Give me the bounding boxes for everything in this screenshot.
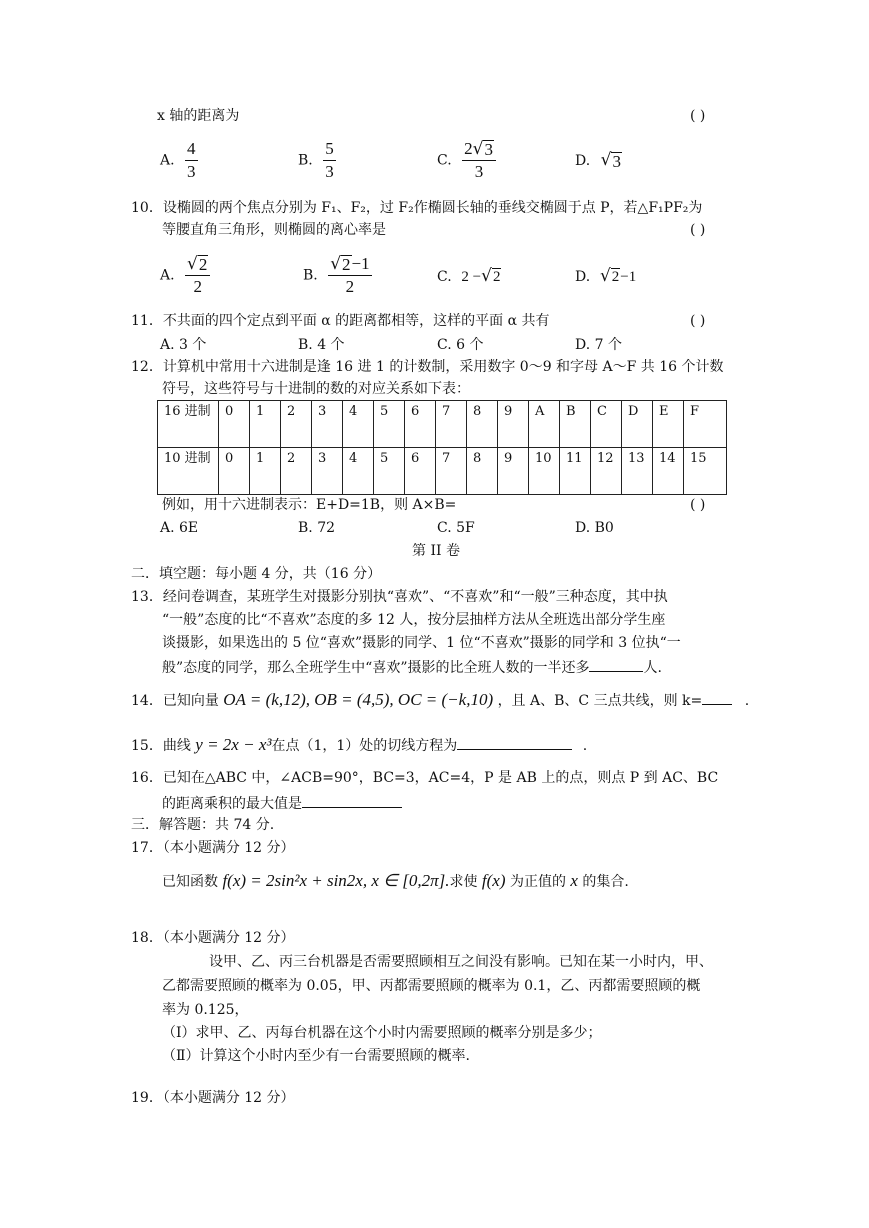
q9-option-c <box>437 140 496 181</box>
q12-option-d: D. B0 <box>575 520 614 536</box>
q10-answer-paren: ( ) <box>690 222 706 238</box>
q10-option-d: D. √ 2 −1 <box>575 266 637 286</box>
q9-option-a <box>160 140 198 181</box>
q13-line4: 般”态度的同学，那么全班学生中“喜欢”摄影的比全班人数的一半还多 人. <box>162 656 662 678</box>
sqrt: √ 3 <box>472 139 493 159</box>
section-title: 第 II 卷 <box>412 543 460 559</box>
q11-option-b: B. 4 个 <box>298 337 345 353</box>
q18-line2: 乙都需要照顾的概率为 0.05，甲、丙都需要照顾的概率为 0.1，乙、丙都需要照顾的概 <box>162 978 701 994</box>
q12-line1: 12．计算机中常用十六进制是逢 16 进 1 的计数制，采用数字 0～9 和字母 A～F 共 16 个计数 <box>131 359 724 375</box>
q13-line1: 13．经问卷调查，某班学生对摄影分别执“喜欢”、“不喜欢”和“一般”三种态度，其中执 <box>131 589 668 605</box>
q11-option-d: D. 7 个 <box>575 337 622 353</box>
q15-line: 15．曲线 y = 2x − x³在点（1，1）处的切线方程为 . <box>131 735 588 754</box>
q18-line1: 设甲、乙、丙三台机器是否需要照顾相互之间没有影响。已知在某一小时内，甲、 <box>209 954 713 970</box>
q12-option-a: A. 6E <box>160 520 199 536</box>
q12-option-c: C. 5F <box>437 520 475 536</box>
table-row: 10 进制 0 1 2 3 4 5 6 7 8 9 10 11 12 13 14 15 <box>158 448 727 495</box>
option-label: D. <box>575 153 591 169</box>
function-expression: f(x) = 2sin²x + sin2x, x ∈ [0,2π]. <box>222 871 450 890</box>
q12-option-b: B. 72 <box>298 520 336 536</box>
q10-line2: 等腰直角三角形，则椭圆的离心率是 <box>162 222 386 238</box>
part3-heading: 三．解答题：共 74 分. <box>131 817 275 833</box>
q10-option-a: A. √ 2 2 <box>160 255 210 296</box>
q12-example: 例如，用十六进制表示：E+D=1B，则 A×B= <box>162 497 457 513</box>
q17-statement: 已知函数 f(x) = 2sin²x + sin2x, x ∈ [0,2π].求使 f(x) 为正值的 x 的集合. <box>162 871 629 890</box>
answer-blank <box>302 792 402 808</box>
sqrt: √ 3 <box>600 150 621 171</box>
q11-option-c: C. 6 个 <box>437 337 484 353</box>
q9-answer-paren: ( ) <box>690 108 706 124</box>
fraction: √ 2 2 <box>185 255 210 296</box>
q17-heading: 17．（本小题满分 12 分） <box>131 840 295 856</box>
q18-heading: 18．（本小题满分 12 分） <box>131 930 295 946</box>
q16-line1: 16．已知在△ABC 中，∠ACB=90°，BC=3，AC=4，P 是 AB 上的点，则点 P 到 AC、BC <box>131 770 719 786</box>
q10-option-c: C. 2 − √ 2 <box>437 266 501 286</box>
q12-answer-paren: ( ) <box>690 497 706 513</box>
fraction: $\frac{5}{3}$ <box>325 139 334 181</box>
option-label: A. <box>160 152 175 169</box>
part2-heading: 二．填空题：每小题 4 分，共（16 分） <box>131 566 382 582</box>
q11-line1: 11．不共面的四个定点到平面 α 的距离都相等，这样的平面 α 共有 <box>131 313 550 329</box>
q9-text-tail: x 轴的距离为 <box>157 108 240 124</box>
q10-line1: 10．设椭圆的两个焦点分别为 F₁、F₂，过 F₂作椭圆长轴的垂线交椭圆于点 P，若△F₁PF₂为 <box>131 200 703 216</box>
vector-expression: OA = (k,12), OB = (4,5), OC = (−k,10) <box>223 690 494 709</box>
table-row-header: 16 进制 <box>158 401 219 448</box>
q12-line2: 符号，这些符号与十进制的数的对应关系如下表： <box>162 381 470 397</box>
q13-line2: “一般”态度的比“不喜欢”态度的多 12 人，按分层抽样方法从全班选出部分学生座 <box>162 612 666 628</box>
answer-blank <box>589 656 643 672</box>
fraction: $\frac{4}{3}$ <box>187 139 196 181</box>
answer-blank <box>702 689 732 705</box>
q9-option-d <box>575 150 622 171</box>
option-label: B. <box>298 152 313 169</box>
answer-blank <box>457 734 572 750</box>
option-label: C. <box>437 152 452 169</box>
q16-line2: 的距离乘积的最大值是 <box>162 792 402 814</box>
table-row: 16 进制 0 1 2 3 4 5 6 7 8 9 A B C D E F <box>158 401 727 448</box>
q11-answer-paren: ( ) <box>690 313 706 329</box>
table-row-header: 10 进制 <box>158 448 219 495</box>
q13-line3: 谈摄影，如果选出的 5 位“喜欢”摄影的同学、1 位“不喜欢”摄影的同学和 3 位执“一 <box>162 635 681 651</box>
fraction: √ 2 −1 2 <box>330 254 370 296</box>
q18-part2: （Ⅱ）计算这个小时内至少有一台需要照顾的概率. <box>162 1048 470 1064</box>
q18-part1: （Ⅰ）求甲、乙、丙每台机器在这个小时内需要照顾的概率分别是多少； <box>162 1025 602 1041</box>
fraction: 2 √ 3 3 <box>462 140 496 181</box>
q19-heading: 19．（本小题满分 12 分） <box>131 1090 295 1106</box>
q18-line3: 率为 0.125， <box>162 1002 249 1018</box>
curve-equation: y = 2x − x³ <box>195 735 272 754</box>
hex-decimal-table <box>157 400 727 495</box>
q9-option-b <box>298 140 336 181</box>
q10-option-b: B. √ 2 −1 2 <box>303 254 370 296</box>
q14-line: 14．已知向量 OA = (k,12), OB = (4,5), OC = (−k,10) ，且 A、B、C 三点共线，则 k= . <box>131 690 750 709</box>
q11-option-a: A. 3 个 <box>160 337 207 353</box>
